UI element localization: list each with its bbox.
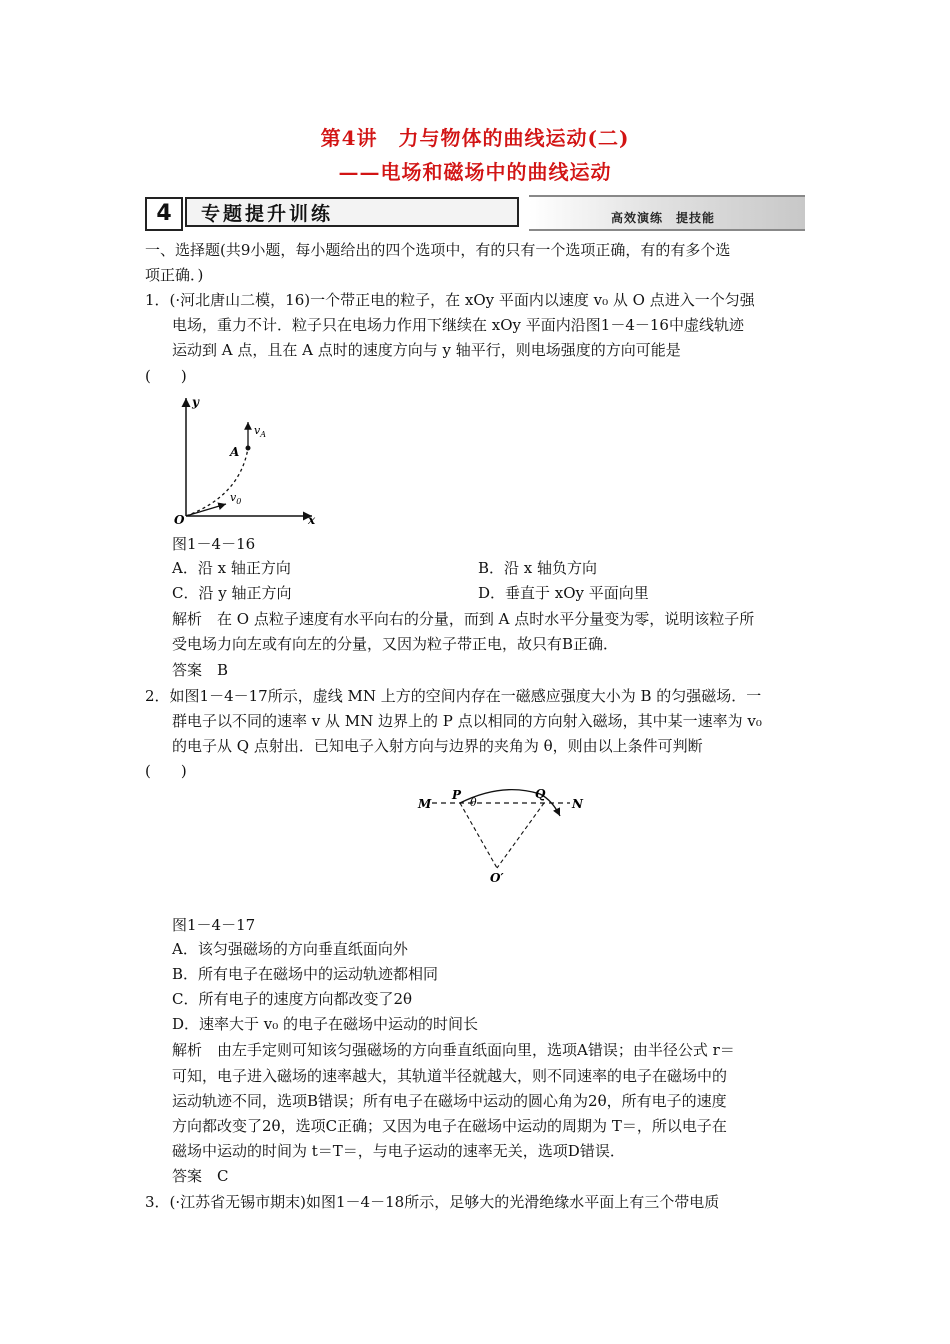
banner-title: 专题提升训练 [185,197,519,227]
label-q: Q [535,787,546,801]
q2-analysis-line-2: 可知，电子进入磁场的速率越大，其轨道半径就越大，则不同速率的电子在磁场中的 [172,1067,728,1085]
q2-option-c: C．所有电子的速度方向都改变了2θ [172,990,413,1008]
label-n: N [572,797,583,811]
intro-line-2: 项正确．) [145,266,204,284]
label-o-prime: O′ [490,871,504,885]
q1-option-b: B．沿 x 轴负方向 [478,559,598,577]
radius-po [460,803,497,868]
chapter-subtitle: ——电场和磁场中的曲线运动 [338,160,612,184]
q2-line-1: 2．如图1－4－17所示，虚线 MN 上方的空间内存在一磁感应强度大小为 B 的匀强磁场．一 [145,687,762,705]
intro-line-1: 一、选择题(共9小题，每小题给出的四个选项中，有的只有一个选项正确，有的有多个选 [145,241,731,259]
q1-answer: 答案 B [172,661,229,679]
q1-line-2: 电场，重力不计．粒子只在电场力作用下继续在 xOy 平面内沿图1－4－16中虚线轨迹 [172,316,744,334]
q2-option-b: B．所有电子在磁场中的运动轨迹都相同 [172,965,439,983]
q2-figure-caption: 图1－4－17 [172,916,256,934]
banner-number: 4 [145,197,183,231]
q1-analysis-line-1: 解析 在 O 点粒子速度有水平向右的分量，而到 A 点时水平分量变为零，说明该粒子所 [172,610,755,628]
label-x: x [308,513,316,527]
q2-option-d: D．速率大于 v₀ 的电子在磁场中运动的时间长 [172,1015,479,1033]
q1-line-1: 1．(·河北唐山二模，16)一个带正电的粒子，在 xOy 平面内以速度 v₀ 从 O 点进入一个匀强 [145,291,755,309]
label-v0: $v_0$ [230,491,242,506]
label-theta: θ [470,796,477,809]
q2-line-2: 群电子以不同的速率 v 从 MN 边界上的 P 点以相同的方向射入磁场，其中某一速率为 v₀ [172,712,762,730]
label-y: y [192,395,199,409]
figure-1-4-17 [410,780,595,885]
point-a [246,446,251,451]
banner-subtitle: 高效演练 提技能 [610,211,715,225]
radius-qo [497,803,544,868]
q2-analysis-line-4: 方向都改变了2θ，选项C正确；又因为电子在磁场中运动的周期为 T＝，所以电子在 [172,1117,727,1135]
q2-answer: 答案 C [172,1167,229,1185]
q2-analysis-line-1: 解析 由左手定则可知该匀强磁场的方向垂直纸面向里，选项A错误；由半径公式 r＝ [172,1041,735,1059]
label-va: $v_A$ [254,424,266,439]
q2-option-a: A．该匀强磁场的方向垂直纸面向外 [172,940,408,958]
q1-option-a: A．沿 x 轴正方向 [172,559,291,577]
q1-line-3: 运动到 A 点，且在 A 点时的速度方向与 y 轴平行，则电场强度的方向可能是 [172,341,681,359]
label-p: P [452,788,462,802]
q2-answer-paren: ( ) [145,762,187,780]
v0-vector [186,504,226,516]
chapter-title: 第4讲 力与物体的曲线运动(二) [320,126,630,150]
section-banner [145,195,805,231]
q3-line-1: 3．(·江苏省无锡市期末)如图1－4－18所示，足够大的光滑绝缘水平面上有三个带电质 [145,1193,720,1211]
q1-option-d: D．垂直于 xOy 平面向里 [478,584,649,602]
q2-analysis-line-5: 磁场中运动的时间为 t＝T＝，与电子运动的速率无关，选项D错误． [172,1142,625,1160]
label-o: O [174,513,185,527]
q1-answer-paren: ( ) [145,367,187,385]
label-m: M [418,797,432,811]
q2-line-3: 的电子从 Q 点射出．已知电子入射方向与边界的夹角为 θ，则由以上条件可判断 [172,737,703,755]
q1-option-c: C．沿 y 轴正方向 [172,584,292,602]
figure-1-4-16 [170,388,330,533]
q2-analysis-line-3: 运动轨迹不同，选项B错误；所有电子在磁场中运动的圆心角为2θ，所有电子的速度 [172,1092,727,1110]
banner-strip [529,195,805,231]
q1-figure-caption: 图1－4－16 [172,535,256,553]
label-a: A [230,445,240,459]
q1-analysis-line-2: 受电场力向左或有向左的分量，又因为粒子带正电，故只有B正确． [172,635,619,653]
